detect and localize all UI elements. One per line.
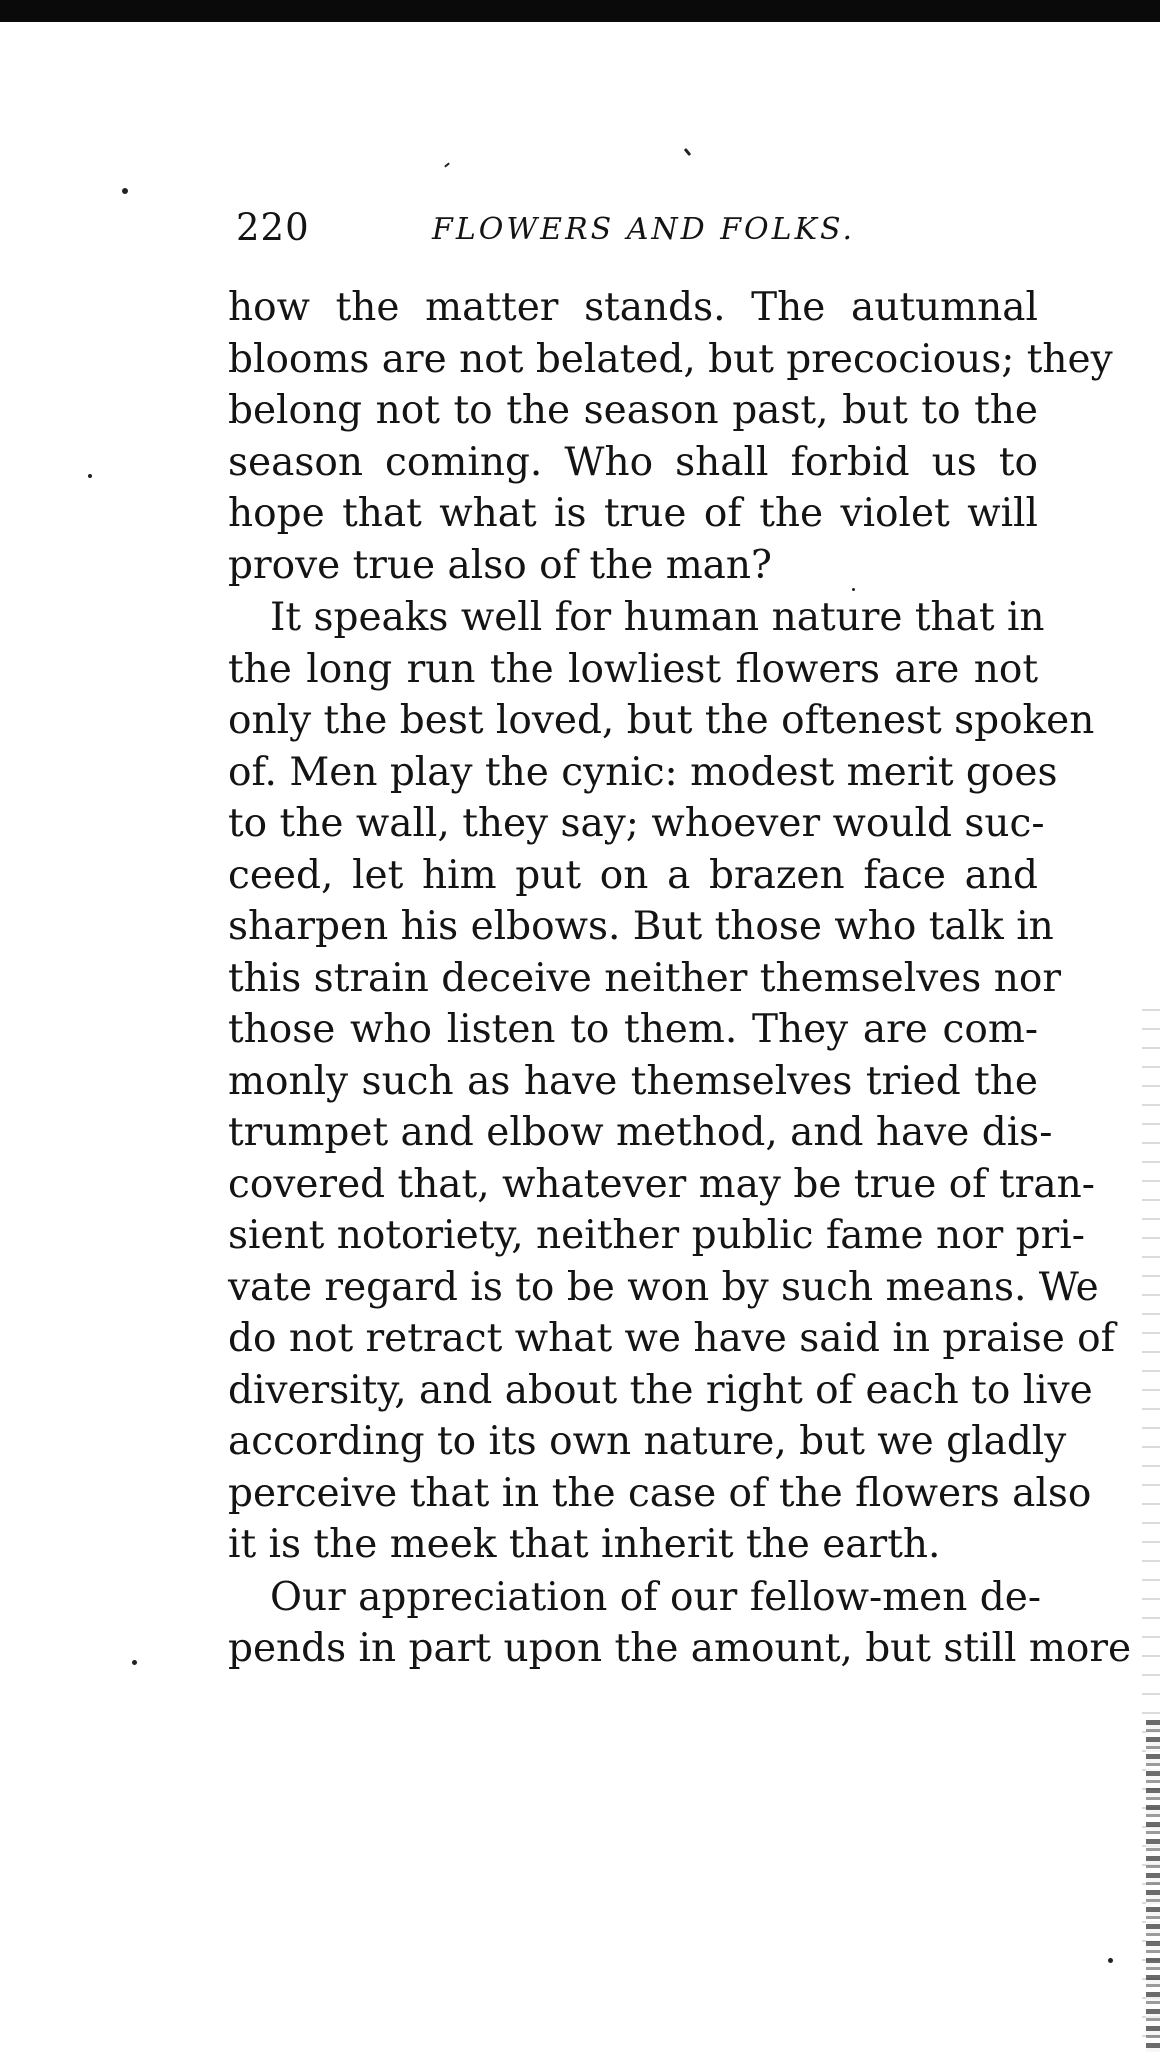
text-line: sharpen his elbows. But those who talk in: [228, 904, 1054, 949]
paragraph: [228, 592, 1116, 1571]
text-line: Our appreciation of our fellow-men de-: [270, 1574, 1041, 1620]
text-line: sient notoriety, neither public fame nor pri-: [228, 1213, 1085, 1258]
text-line: according to its own nature, but we gladly: [228, 1419, 1067, 1464]
text-line: pends in part upon the amount, but still more: [228, 1626, 1132, 1671]
text-line: ceed, let him put on a brazen face and: [228, 852, 1038, 898]
text-line: perceive that in the case of the flowers also: [228, 1470, 1092, 1516]
running-title: FLOWERS AND FOLKS.: [432, 212, 856, 247]
text-line: it is the meek that inherit the earth.: [228, 1522, 941, 1567]
text-line: season coming. Who shall forbid us to: [228, 439, 1038, 485]
text-line: of. Men play the cynic: modest merit goes: [228, 749, 1058, 795]
text-line: blooms are not belated, but precocious; they: [228, 336, 1113, 382]
text-line: this strain deceive neither themselves nor: [228, 955, 1061, 1001]
text-line: It speaks well for human nature that in: [270, 595, 1045, 640]
text-line: hope that what is true of the violet will: [228, 491, 1038, 536]
running-head: [236, 206, 856, 254]
text-line: prove true also of the man?: [228, 542, 772, 588]
paragraph: [228, 1572, 1132, 1675]
text-line: only the best loved, but the oftenest spoken: [228, 698, 1095, 743]
text-line: how the matter stands. The autumnal: [228, 285, 1038, 330]
text-line: belong not to the season past, but to the: [228, 388, 1038, 433]
text-line: those who listen to them. They are com-: [228, 1007, 1038, 1052]
text-line: monly such as have themselves tried the: [228, 1058, 1038, 1104]
page-number: 220: [236, 206, 310, 249]
text-line: the long run the lowliest flowers are not: [228, 646, 1038, 692]
text-line: vate regard is to be won by such means. We: [228, 1264, 1099, 1310]
paragraph: [228, 282, 1113, 591]
body-text: [228, 282, 1132, 1675]
text-line: covered that, whatever may be true of tran-: [228, 1161, 1095, 1207]
text-line: do not retract what we have said in praise of: [228, 1316, 1116, 1361]
text-line: diversity, and about the right of each to live: [228, 1367, 1093, 1413]
text-line: to the wall, they say; whoever would suc-: [228, 801, 1045, 846]
text-line: trumpet and elbow method, and have dis-: [228, 1110, 1053, 1155]
